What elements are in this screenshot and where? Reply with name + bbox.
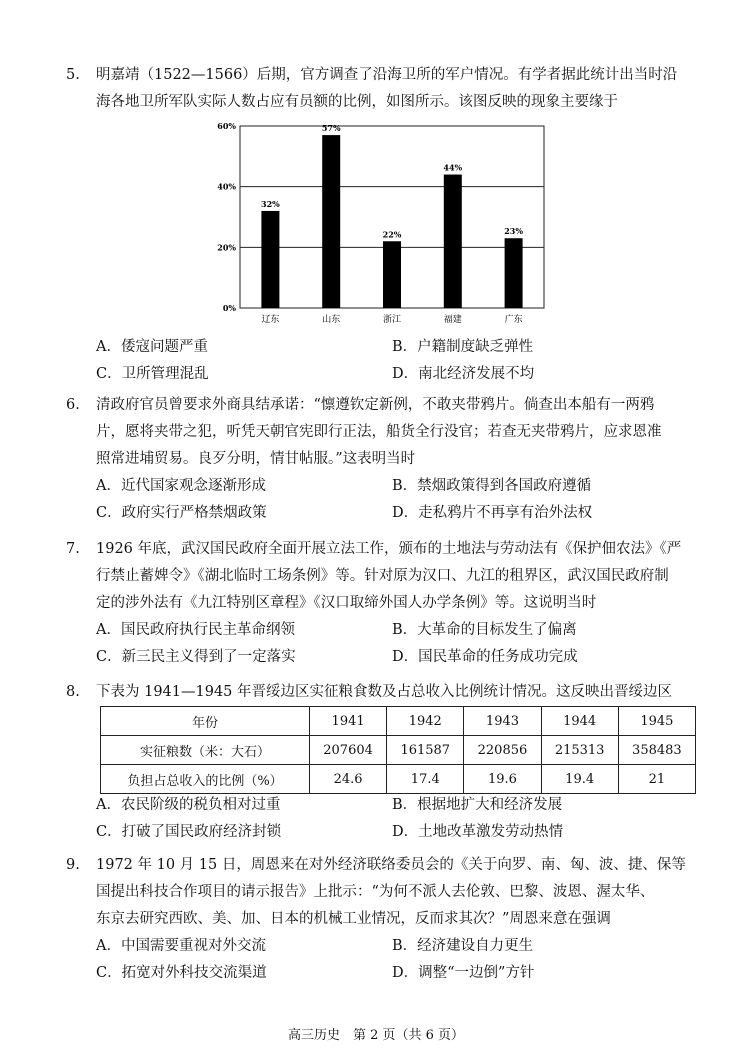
option-d[interactable]: D．土地改革激发劳动热情 <box>392 824 564 840</box>
option-c[interactable]: C．卫所管理混乱 <box>96 366 209 382</box>
option-c[interactable]: C．政府实行严格禁烟政策 <box>96 505 267 521</box>
stem-line: 国提出科技合作项目的请示报告》上批示：“为何不派人去伦敦、巴黎、波恩、渥太华、 <box>96 884 655 900</box>
question-5 <box>66 62 696 116</box>
bar <box>444 175 462 308</box>
x-tick-label: 山东 <box>322 315 341 325</box>
options-row <box>66 500 696 527</box>
table-cell: 358483 <box>618 736 695 765</box>
data-label: 44% <box>443 162 463 173</box>
option-a[interactable]: A．倭寇问题严重 <box>96 339 208 355</box>
table-cell: 负担占总收入的比例（%） <box>101 765 310 794</box>
table-cell: 220856 <box>464 736 541 765</box>
question-6 <box>66 392 696 527</box>
data-label: 32% <box>261 198 280 209</box>
data-label: 57% <box>321 123 341 134</box>
x-tick-label: 福建 <box>443 315 462 325</box>
stem-line: 清政府官员曾要求外商具结承诺：“懔遵钦定新例，不敢夹带鸦片。倘查出本船有一两鸦 <box>96 397 655 413</box>
table-cell: 215313 <box>541 736 618 765</box>
question-8 <box>66 679 696 706</box>
option-a[interactable]: A．农民阶级的税负相对过重 <box>96 797 281 813</box>
stem-line: 片，愿将夹带之犯，听凭天朝官宪即行正法，船货全行没官；若查无夹带鸦片，应求恩准 <box>96 424 662 440</box>
option-b[interactable]: B．禁烟政策得到各国政府遵循 <box>392 478 592 494</box>
table-header-cell: 1944 <box>541 707 618 736</box>
options-row <box>66 819 696 846</box>
data-label: 22% <box>382 229 402 240</box>
table-header-cell: 1942 <box>387 707 464 736</box>
option-b[interactable]: B．大革命的目标发生了偏离 <box>392 622 577 638</box>
option-d[interactable]: D．国民革命的任务成功完成 <box>392 649 578 665</box>
stem-line: 1926 年底，武汉国民政府全面开展立法工作，颁布的土地法与劳动法有《保护佃农法》《严 <box>96 541 682 557</box>
question-number: 5. <box>66 67 80 83</box>
table-cell: 实征粮数（米：大石） <box>101 736 310 765</box>
y-tick-label: 0% <box>222 303 236 313</box>
question-number: 9. <box>66 857 80 873</box>
question-stem <box>66 536 696 617</box>
bar <box>505 238 523 308</box>
bar <box>261 211 279 308</box>
data-label: 23% <box>504 226 523 237</box>
question-5-options <box>66 334 696 388</box>
options-row <box>66 933 696 960</box>
option-d[interactable]: D．调整“一边倒”方针 <box>392 965 535 981</box>
stem-line: 明嘉靖（1522—1566）后期，官方调查了沿海卫所的军户情况。有学者据此统计出当时沿 <box>96 67 678 83</box>
table-cell: 19.6 <box>464 765 541 794</box>
table-header-cell: 1943 <box>464 707 541 736</box>
table-cell: 17.4 <box>387 765 464 794</box>
table-cell: 21 <box>618 765 695 794</box>
page-footer: 高三历史 第 2 页（共 6 页） <box>287 1028 465 1043</box>
table-header-cell: 1945 <box>618 707 695 736</box>
table-row <box>101 736 696 765</box>
options-row <box>66 473 696 500</box>
y-tick-label: 60% <box>217 121 236 131</box>
stem-line: 东京去研究西欧、美、加、日本的机械工业情况，反而求其次？”周恩来意在强调 <box>96 911 611 927</box>
table-header-cell: 1941 <box>310 707 387 736</box>
options-row <box>66 334 696 361</box>
option-b[interactable]: B．根据地扩大和经济发展 <box>392 797 563 813</box>
option-a[interactable]: A．中国需要重视对外交流 <box>96 938 266 954</box>
question-stem <box>66 392 696 473</box>
grain-table <box>100 706 696 794</box>
x-tick-label: 浙江 <box>382 315 402 325</box>
options-row <box>66 617 696 644</box>
option-c[interactable]: C．打破了国民政府经济封锁 <box>96 824 282 840</box>
question-9 <box>66 852 696 987</box>
options-row <box>66 960 696 987</box>
question-number: 7. <box>66 541 80 557</box>
option-b[interactable]: B．经济建设自力更生 <box>392 938 534 954</box>
stem-line: 下表为 1941—1945 年晋绥边区实征粮食数及占总收入比例统计情况。这反映出晋绥边区 <box>96 684 673 700</box>
question-number: 8. <box>66 684 80 700</box>
stem-line: 海各地卫所军队实际人数占应有员额的比例，如图所示。该图反映的现象主要缘于 <box>96 94 618 110</box>
question-number: 6. <box>66 397 80 413</box>
stem-line: 行禁止蓄婢令》《湖北临时工场条例》等。针对原为汉口、九江的租界区，武汉国民政府制 <box>96 568 669 584</box>
stem-line: 1972 年 10 月 15 日，周恩来在对外经济联络委员会的《关于向罗、南、匈、波、捷、保等 <box>96 857 686 873</box>
stem-line: 定的涉外法有《九江特别区章程》《汉口取缔外国人办学条例》等。这说明当时 <box>96 595 597 611</box>
y-tick-label: 40% <box>217 181 236 192</box>
bar <box>383 241 401 308</box>
table-cell: 207604 <box>310 736 387 765</box>
options-row <box>66 792 696 819</box>
stem-line: 照常进埔贸易。良歹分明，情甘帖服。”这表明当时 <box>96 451 416 467</box>
options-row <box>66 361 696 388</box>
table-cell: 161587 <box>387 736 464 765</box>
bar-chart <box>208 118 548 328</box>
table-row <box>101 765 696 794</box>
question-7 <box>66 536 696 671</box>
table-header-row <box>101 707 696 736</box>
table-cell: 19.4 <box>541 765 618 794</box>
option-d[interactable]: D．南北经济发展不均 <box>392 366 535 382</box>
x-tick-label: 广东 <box>504 315 523 325</box>
table-cell: 24.6 <box>310 765 387 794</box>
y-tick-label: 20% <box>217 242 236 253</box>
x-tick-label: 辽东 <box>261 315 280 325</box>
option-b[interactable]: B．户籍制度缺乏弹性 <box>392 339 534 355</box>
question-stem <box>66 852 696 933</box>
question-8-options <box>66 792 696 846</box>
option-a[interactable]: A．近代国家观念逐渐形成 <box>96 478 266 494</box>
options-row <box>66 644 696 671</box>
question-stem <box>66 62 696 116</box>
question-stem <box>66 679 696 706</box>
option-c[interactable]: C．新三民主义得到了一定落实 <box>96 649 296 665</box>
option-d[interactable]: D．走私鸦片不再享有治外法权 <box>392 505 593 521</box>
option-a[interactable]: A．国民政府执行民主革命纲领 <box>96 622 295 638</box>
bar <box>322 135 340 308</box>
option-c[interactable]: C．拓宽对外科技交流渠道 <box>96 965 267 981</box>
table-header-cell: 年份 <box>101 707 310 736</box>
